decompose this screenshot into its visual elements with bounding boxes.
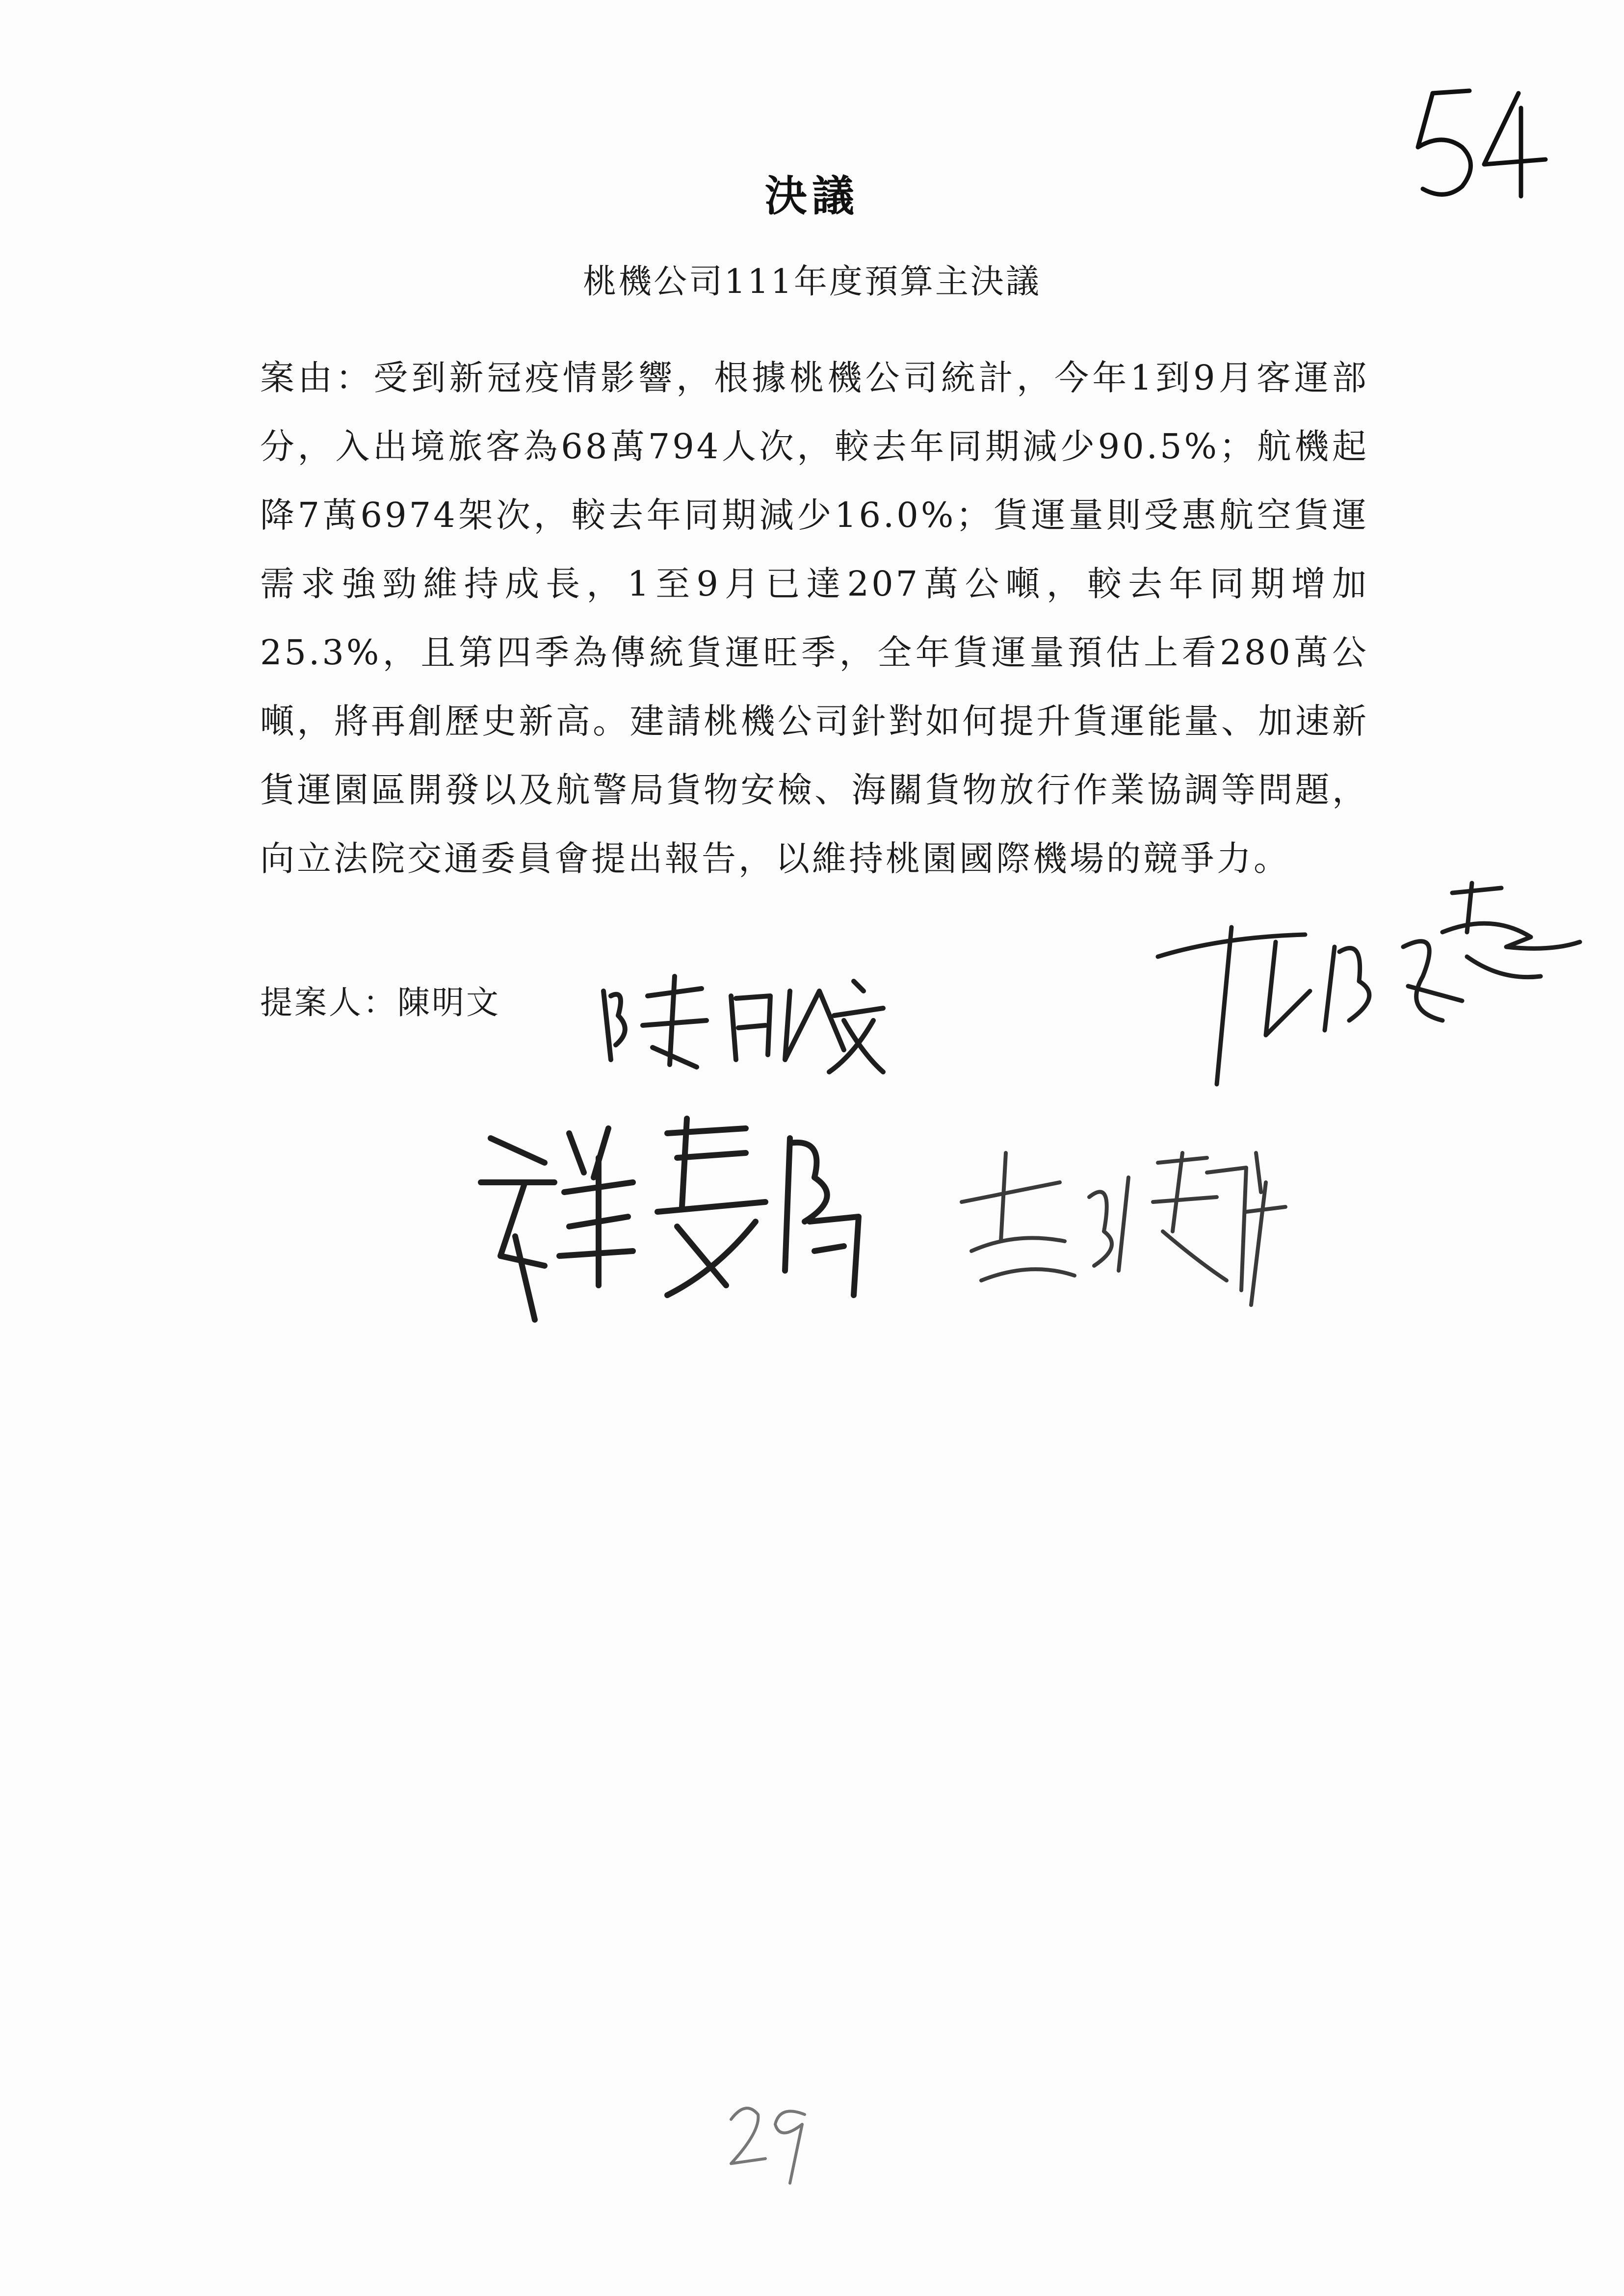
handwritten-signature-4 [952,1133,1295,1320]
handwritten-signature-3 [471,1109,873,1325]
handwritten-signature-2 [1148,873,1590,1089]
resolution-paragraph: 案由：受到新冠疫情影響，根據桃機公司統計，今年1到9月客運部分，入出境旅客為68萬794人次，較去年同期減少90.5%；航機起降7萬6974架次，較去年同期減少16.0%；貨運量則受惠航空貨運需求強勁維持成長，1至9月已達207萬公噸，較去年同期增加25.3%，且第四季為傳統貨運旺季，全年貨運量預估上看280萬公噸，將再創歷史新高。建請桃機公司針對如何提升貨運能量、加速新貨運園區開發以及航警局貨物安檢、海關貨物放行作業協調等問題，向立法院交通委員會提出報告，以維持桃園國際機場的競爭力。 [260,358,1369,879]
handwritten-signature-proposer [589,962,893,1079]
resolution-body [260,343,1369,893]
proposer-label: 提案人：陳明文 [260,984,500,1021]
document-title: 決議 [765,171,859,221]
document-subtitle: 桃機公司111年度預算主決議 [583,262,1041,301]
handwritten-footer-mark [711,2085,819,2193]
